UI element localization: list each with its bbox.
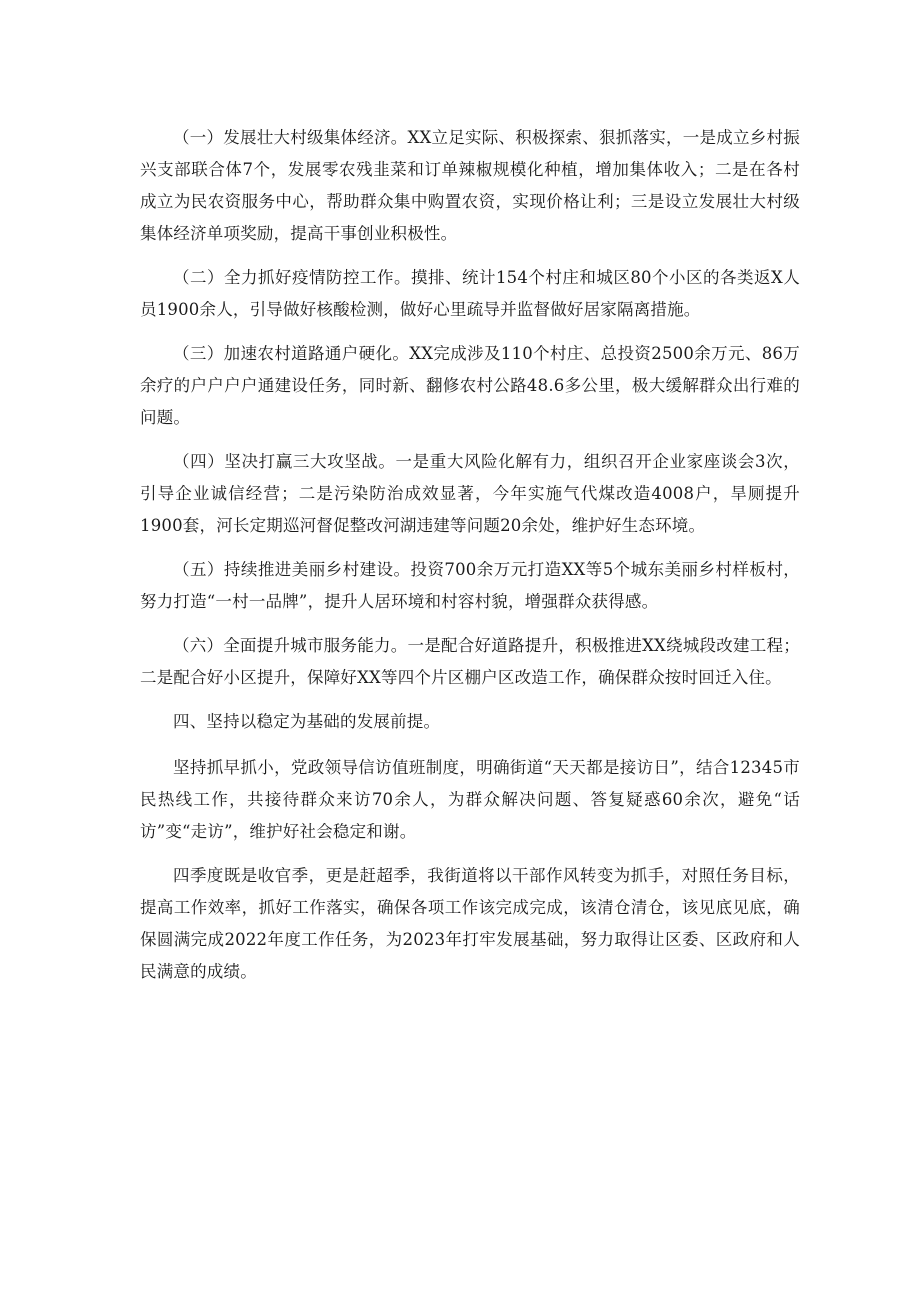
paragraph-petition-work: 坚持抓早抓小，党政领导信访值班制度，明确街道“天天都是接访日”，结合12345市民热线工作，共接待群众来访70余人，为群众解决问题、答复疑惑60余次，避免“话访”变“走访”，维护好社会稳定和谢。 xyxy=(140,758,800,841)
paragraph-fourth-quarter: 四季度既是收官季，更是赶超季，我街道将以干部作风转变为抓手，对照任务目标，提高工作效率，抓好工作落实，确保各项工作该完成完成，该清仓清仓，该见底见底，确保圆满完成2022年度工作任务，为2023年打牢发展基础，努力取得让区委、区政府和人民满意的成绩。 xyxy=(140,866,800,981)
paragraph-beautiful-village: （五）持续推进美丽乡村建设。投资700余万元打造XX等5个城东美丽乡村样板村，努力打造“一村一品牌”，提升人居环境和村容村貌，增强群众获得感。 xyxy=(140,560,800,611)
paragraph-three-battles: （四）坚决打赢三大攻坚战。一是重大风险化解有力，组织召开企业家座谈会3次，引导企业诚信经营；二是污染防治成效显著，今年实施气代煤改造4008户，旱厕提升1900套，河长定期巡河督促整改河湖违建等问题20余处，维护好生态环境。 xyxy=(140,452,800,535)
section-heading-stability: 四、坚持以稳定为基础的发展前提。 xyxy=(173,712,441,731)
paragraph-city-services: （六）全面提升城市服务能力。一是配合好道路提升，积极推进XX绕城段改建工程；二是配合好小区提升，保障好XX等四个片区棚户区改造工作，确保群众按时回迁入住。 xyxy=(140,636,800,687)
paragraph-rural-roads: （三）加速农村道路通户硬化。XX完成涉及110个村庄、总投资2500余万元、86万余疗的户户户户通建设任务，同时新、翻修农村公路48.6多公里，极大缓解群众出行难的问题。 xyxy=(140,344,800,427)
paragraph-epidemic-control: （二）全力抓好疫情防控工作。摸排、统计154个村庄和城区80个小区的各类返X人员1900余人，引导做好核酸检测，做好心里疏导并监督做好居家隔离措施。 xyxy=(140,268,800,319)
paragraph-village-economy: （一）发展壮大村级集体经济。XX立足实际、积极探索、狠抓落实，一是成立乡村振兴支部联合体7个，发展零农残韭菜和订单辣椒规模化种植，增加集体收入；二是在各村成立为民农资服务中心，帮助群众集中购置农资，实现价格让利；三是设立发展壮大村级集体经济单项奖励，提高干事创业积极性。 xyxy=(140,128,800,243)
document-body xyxy=(140,122,800,1000)
